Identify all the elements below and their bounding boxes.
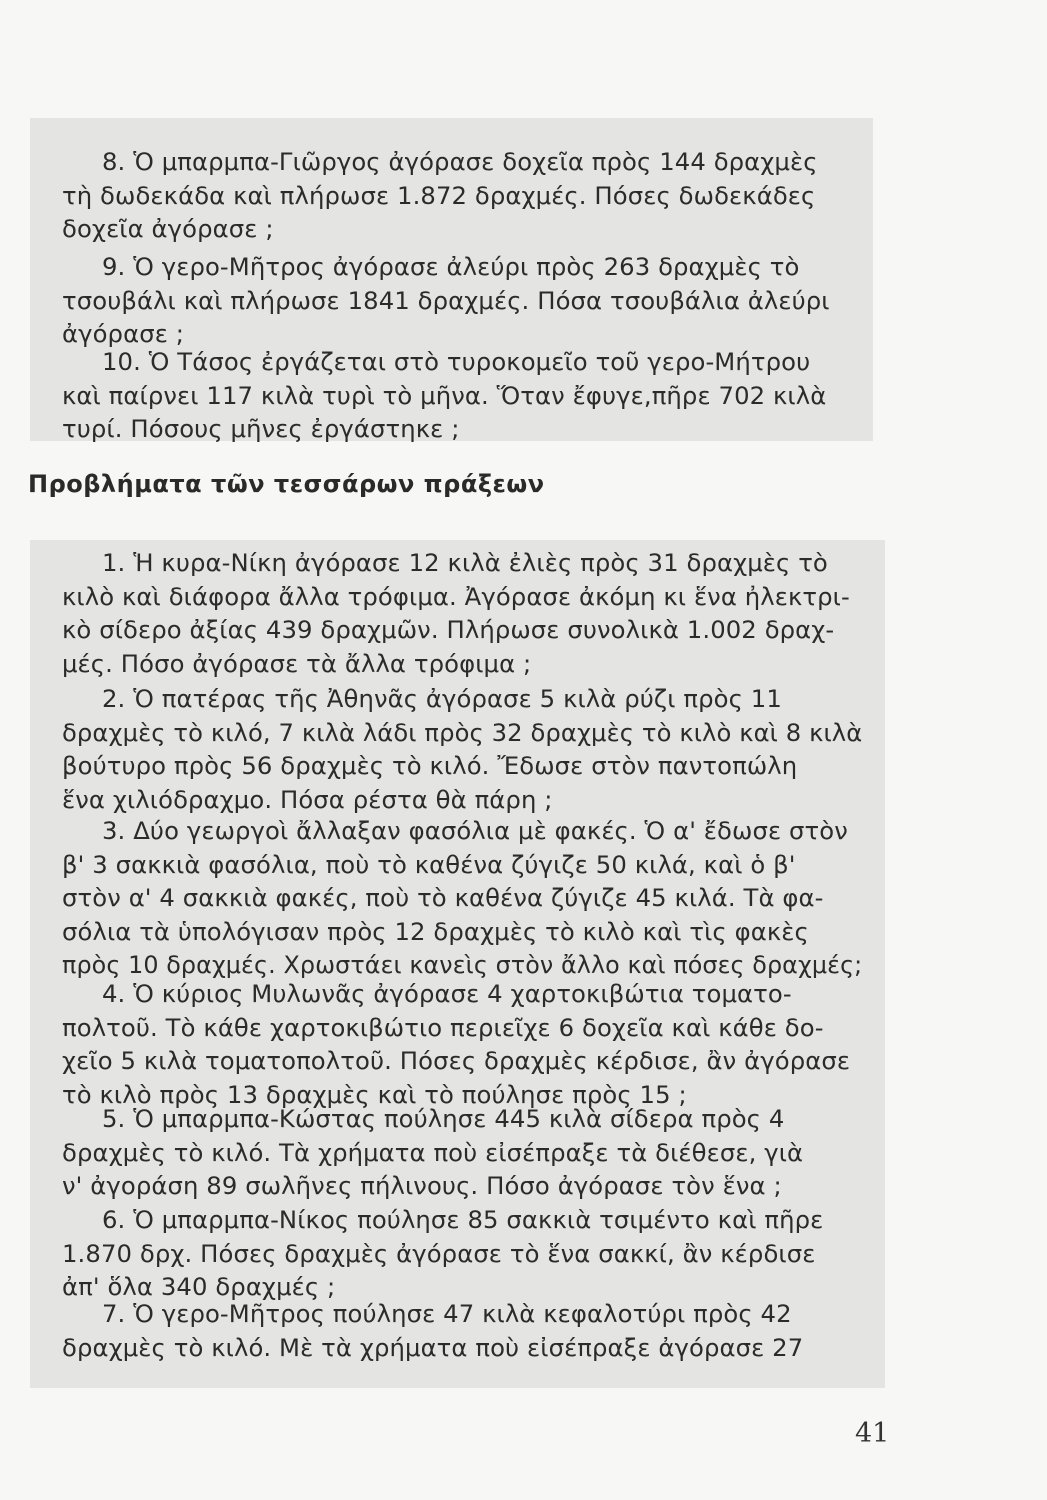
problem-3-line-2: β' 3 σακκιὰ φασόλια, ποὺ τὸ καθένα ζύγιζε 50 κιλά, καὶ ὁ β' <box>62 849 796 879</box>
problem-2 <box>62 682 862 816</box>
problem-1-line-4: μές. Πόσο ἀγόρασε τὰ ἄλλα τρόφιμα ; <box>62 648 532 678</box>
problem-3-line-3: στὸν α' 4 σακκιὰ φακές, ποὺ τὸ καθένα ζύγιζε 45 κιλά. Τὰ φα- <box>62 883 824 912</box>
problem-1 <box>62 546 862 680</box>
problem-2-line-2: δραχμὲς τὸ κιλό, 7 κιλὰ λάδι πρὸς 32 δραχμὲς τὸ κιλὸ καὶ 8 κιλὰ <box>62 717 863 747</box>
problem-3-line-1: 3. Δύο γεωργοὶ ἄλλαξαν φασόλια μὲ φακές. Ὁ α' ἔδωσε στὸν <box>102 816 848 845</box>
page-number: 41 <box>855 1418 890 1449</box>
problem-4-line-2: πολτοῦ. Τὸ κάθε χαρτοκιβώτιο περιεῖχε 6 δοχεῖα καὶ κάθε δο- <box>62 1012 824 1042</box>
problem-2-line-1: 2. Ὁ πατέρας τῆς Ἀθηνᾶς ἀγόρασε 5 κιλὰ ρύζι πρὸς 11 <box>102 684 782 713</box>
problem-4 <box>62 977 862 1111</box>
problem-6-line-3: ἀπ' ὅλα 340 δραχμές ; <box>62 1272 336 1301</box>
problem-5-line-3: ν' ἀγοράση 89 σωλῆνες πήλινους. Πόσο ἀγόρασε τὸν ἕνα ; <box>62 1171 782 1200</box>
problem-7 <box>62 1297 862 1364</box>
problem-3-line-5: πρὸς 10 δραχμές. Χρωστάει κανεὶς στὸν ἄλλο καὶ πόσες δραχμές; <box>62 950 863 979</box>
section-heading: Προβλήματα τῶν τεσσάρων πράξεων <box>28 470 545 498</box>
problem-4-line-1: 4. Ὁ κύριος Μυλωνᾶς ἀγόρασε 4 χαρτοκιβώτια τοματο- <box>102 979 792 1008</box>
problem-10-line-1: 10. Ὁ Τάσος ἐργάζεται στὸ τυροκομεῖο τοῦ γερο-Μήτρου <box>102 347 811 376</box>
problem-2-line-3: βούτυρο πρὸς 56 δραχμὲς τὸ κιλό. Ἔδωσε στὸν παντοπώλη <box>62 751 798 780</box>
problem-1-line-2: κιλὸ καὶ διάφορα ἄλλα τρόφιμα. Ἀγόρασε ἀκόμη κι ἕνα ἠλεκτρι- <box>62 581 850 611</box>
problem-5 <box>62 1102 862 1203</box>
problem-5-line-1: 5. Ὁ μπαρμπα-Κώστας πούλησε 445 κιλὰ σίδερα πρὸς 4 <box>102 1104 785 1133</box>
problem-8-line-3: δοχεῖα ἀγόρασε ; <box>62 214 274 243</box>
problem-3-line-4: σόλια τὰ ὑπολόγισαν πρὸς 12 δραχμὲς τὸ κιλὸ καὶ τὶς φακὲς <box>62 916 809 946</box>
problem-3 <box>62 814 862 982</box>
problem-4-line-4: τὸ κιλὸ πρὸς 13 δραχμὲς καὶ τὸ πούλησε πρὸς 15 ; <box>62 1079 687 1109</box>
problem-2-line-4: ἕνα χιλιόδραχμο. Πόσα ρέστα θὰ πάρη ; <box>62 784 553 814</box>
problem-9 <box>62 250 848 351</box>
problem-9-line-2: τσουβάλι καὶ πλήρωσε 1841 δραχμές. Πόσα τσουβάλια ἀλεύρι <box>62 285 830 315</box>
problem-8-line-2: τὴ δωδεκάδα καὶ πλήρωσε 1.872 δραχμές. Πόσες δωδεκάδες <box>62 180 816 210</box>
problem-7-line-1: 7. Ὁ γερο-Μῆτρος πούλησε 47 κιλὰ κεφαλοτύρι πρὸς 42 <box>102 1299 792 1328</box>
problem-6 <box>62 1203 862 1304</box>
problem-10 <box>62 345 848 446</box>
problem-8-line-1: 8. Ὁ μπαρμπα-Γιῶργος ἀγόρασε δοχεῖα πρὸς 144 δραχμὲς <box>102 147 818 176</box>
problem-9-line-3: ἀγόρασε ; <box>62 319 185 348</box>
problem-7-line-2: δραχμὲς τὸ κιλό. Μὲ τὰ χρήματα ποὺ εἰσέπραξε ἀγόρασε 27 <box>62 1332 804 1362</box>
problem-1-line-1: 1. Ἡ κυρα-Νίκη ἀγόρασε 12 κιλὰ ἐλιὲς πρὸς 31 δραχμὲς τὸ <box>102 548 828 577</box>
problem-10-line-3: τυρί. Πόσους μῆνες ἐργάστηκε ; <box>62 414 460 443</box>
problem-5-line-2: δραχμὲς τὸ κιλό. Τὰ χρήματα ποὺ εἰσέπραξε τὰ διέθεσε, γιὰ <box>62 1137 804 1167</box>
problem-8 <box>62 145 848 246</box>
problem-9-line-1: 9. Ὁ γερο-Μῆτρος ἀγόρασε ἀλεύρι πρὸς 263 δραχμὲς τὸ <box>102 252 800 281</box>
problem-10-line-2: καὶ παίρνει 117 κιλὰ τυρὶ τὸ μῆνα. Ὅταν ἔφυγε,πῆρε 702 κιλὰ <box>62 380 827 410</box>
problem-6-line-2: 1.870 δρχ. Πόσες δραχμὲς ἀγόρασε τὸ ἕνα σακκί, ἂν κέρδισε <box>62 1238 816 1268</box>
problem-6-line-1: 6. Ὁ μπαρμπα-Νίκος πούλησε 85 σακκιὰ τσιμέντο καὶ πῆρε <box>102 1205 824 1234</box>
problem-1-line-3: κὸ σίδερο ἀξίας 439 δραχμῶν. Πλήρωσε συνολικὰ 1.002 δραχ- <box>62 615 835 644</box>
problem-4-line-3: χεῖο 5 κιλὰ τοματοπολτοῦ. Πόσες δραχμὲς κέρδισε, ἂν ἀγόρασε <box>62 1046 851 1075</box>
